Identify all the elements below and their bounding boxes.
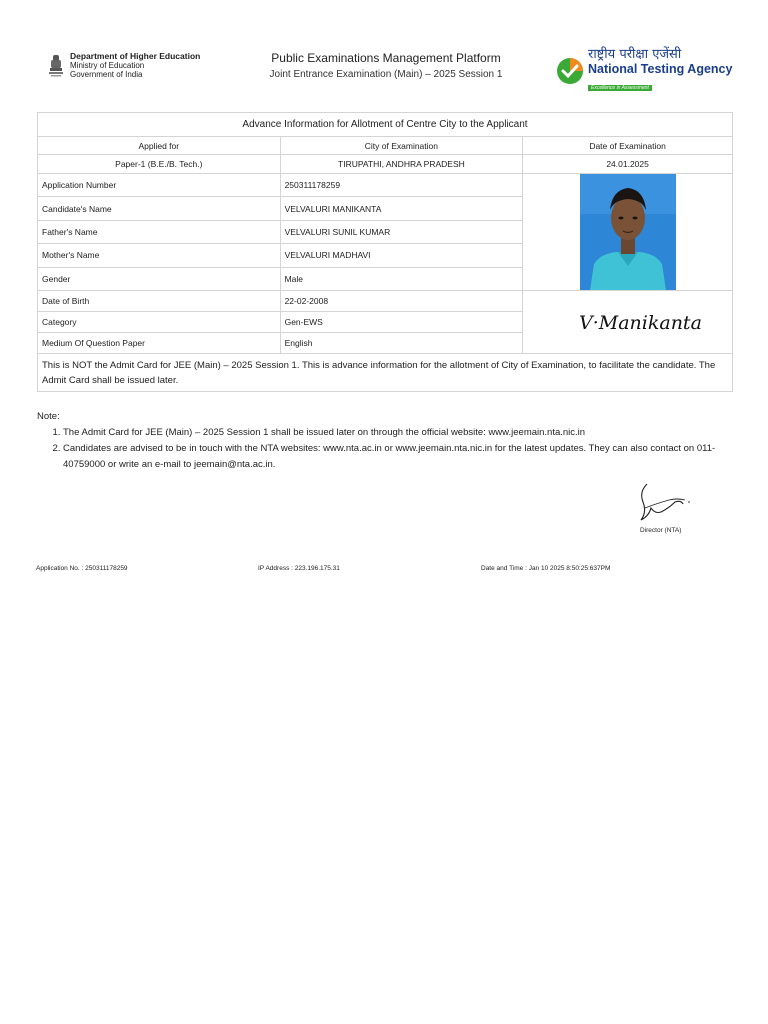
dob-value: 22-02-2008 [280, 291, 523, 312]
nta-tagline: Excellence in Assessment [588, 85, 652, 91]
dept-name: Department of Higher Education [70, 51, 201, 61]
table-header-row [38, 137, 733, 155]
exam-title: Joint Entrance Examination (Main) – 2025 Session 1 [269, 69, 503, 80]
table-row [38, 174, 733, 197]
mother-name-value: VELVALURI MADHAVI [280, 244, 523, 267]
exam-date-value: 24.01.2025 [523, 155, 733, 174]
exam-info-row [38, 155, 733, 174]
note-list [63, 425, 737, 473]
candidate-name-value: VELVALURI MANIKANTA [280, 197, 523, 220]
medium-value: English [280, 333, 523, 354]
column-header-city: City of Examination [280, 137, 523, 155]
header-titles [216, 50, 556, 83]
table-row [38, 291, 733, 312]
nta-logo-icon [556, 57, 584, 85]
document-header [36, 44, 736, 94]
column-header-date: Date of Examination [523, 137, 733, 155]
government-name: Government of India [70, 70, 143, 79]
exam-city-value: TIRUPATHI, ANDHRA PRADESH [280, 155, 523, 174]
application-number-value: 250311178259 [280, 174, 523, 197]
field-label: Date of Birth [38, 291, 281, 312]
field-label: Candidate's Name [38, 197, 281, 220]
footer-date-time: Date and Time : Jan 10 2025 8:50:25:637PM [481, 565, 611, 572]
director-label: Director (NTA) [640, 527, 682, 534]
list-item: 2. Candidates are advised to be in touch with the NTA websites: www.nta.ac.in or www.jeemain.nta.nic.in for the latest updates. They can also contact on 011-40759000 or write an e-mail to jeemain@nta.ac.in. [63, 441, 737, 473]
field-label: Category [38, 312, 281, 333]
footer-application-no: Application No. : 250311178259 [36, 565, 128, 572]
field-label: Medium Of Question Paper [38, 333, 281, 354]
column-header-applied-for: Applied for [38, 137, 281, 155]
signature-text: V·Manikanta [578, 312, 702, 334]
table-title-row [38, 113, 733, 137]
nta-logo-block [556, 48, 732, 94]
list-item: 1. The Admit Card for JEE (Main) – 2025 Session 1 shall be issued later on through the official website: www.jeemain.nta.nic.in [63, 425, 737, 441]
nta-english-name: National Testing Agency [588, 62, 733, 76]
not-admit-card-notice: This is NOT the Admit Card for JEE (Main) – 2025 Session 1. This is advance information for the allotment of City of Examination, to facilitate the candidate. The Admit Card shall be issued later. [38, 354, 733, 392]
candidate-photo [580, 174, 676, 290]
platform-title: Public Examinations Management Platform [271, 51, 501, 65]
nta-hindi-name: राष्ट्रीय परीक्षा एजेंसी [588, 47, 682, 62]
category-value: Gen-EWS [280, 312, 523, 333]
father-name-value: VELVALURI SUNIL KUMAR [280, 220, 523, 243]
notice-row [38, 354, 733, 392]
field-label: Gender [38, 267, 281, 290]
note-heading: Note: [37, 411, 60, 422]
nta-text [588, 48, 732, 94]
footer-ip-address: IP Address : 223.196.175.31 [258, 565, 340, 572]
government-text [70, 52, 200, 79]
signature-cell [523, 291, 733, 354]
field-label: Application Number [38, 174, 281, 197]
national-emblem-icon [48, 53, 64, 79]
government-logo-block [48, 52, 200, 79]
applied-for-value: Paper-1 (B.E./B. Tech.) [38, 155, 281, 174]
note-section [37, 409, 737, 473]
candidate-signature [573, 303, 702, 339]
field-label: Father's Name [38, 220, 281, 243]
ministry-name: Ministry of Education [70, 61, 145, 70]
director-signature [625, 478, 695, 530]
allotment-table [37, 112, 733, 392]
gender-value: Male [280, 267, 523, 290]
photo-cell [523, 174, 733, 291]
field-label: Mother's Name [38, 244, 281, 267]
slip-title: Advance Information for Allotment of Centre City to the Applicant [38, 113, 733, 137]
